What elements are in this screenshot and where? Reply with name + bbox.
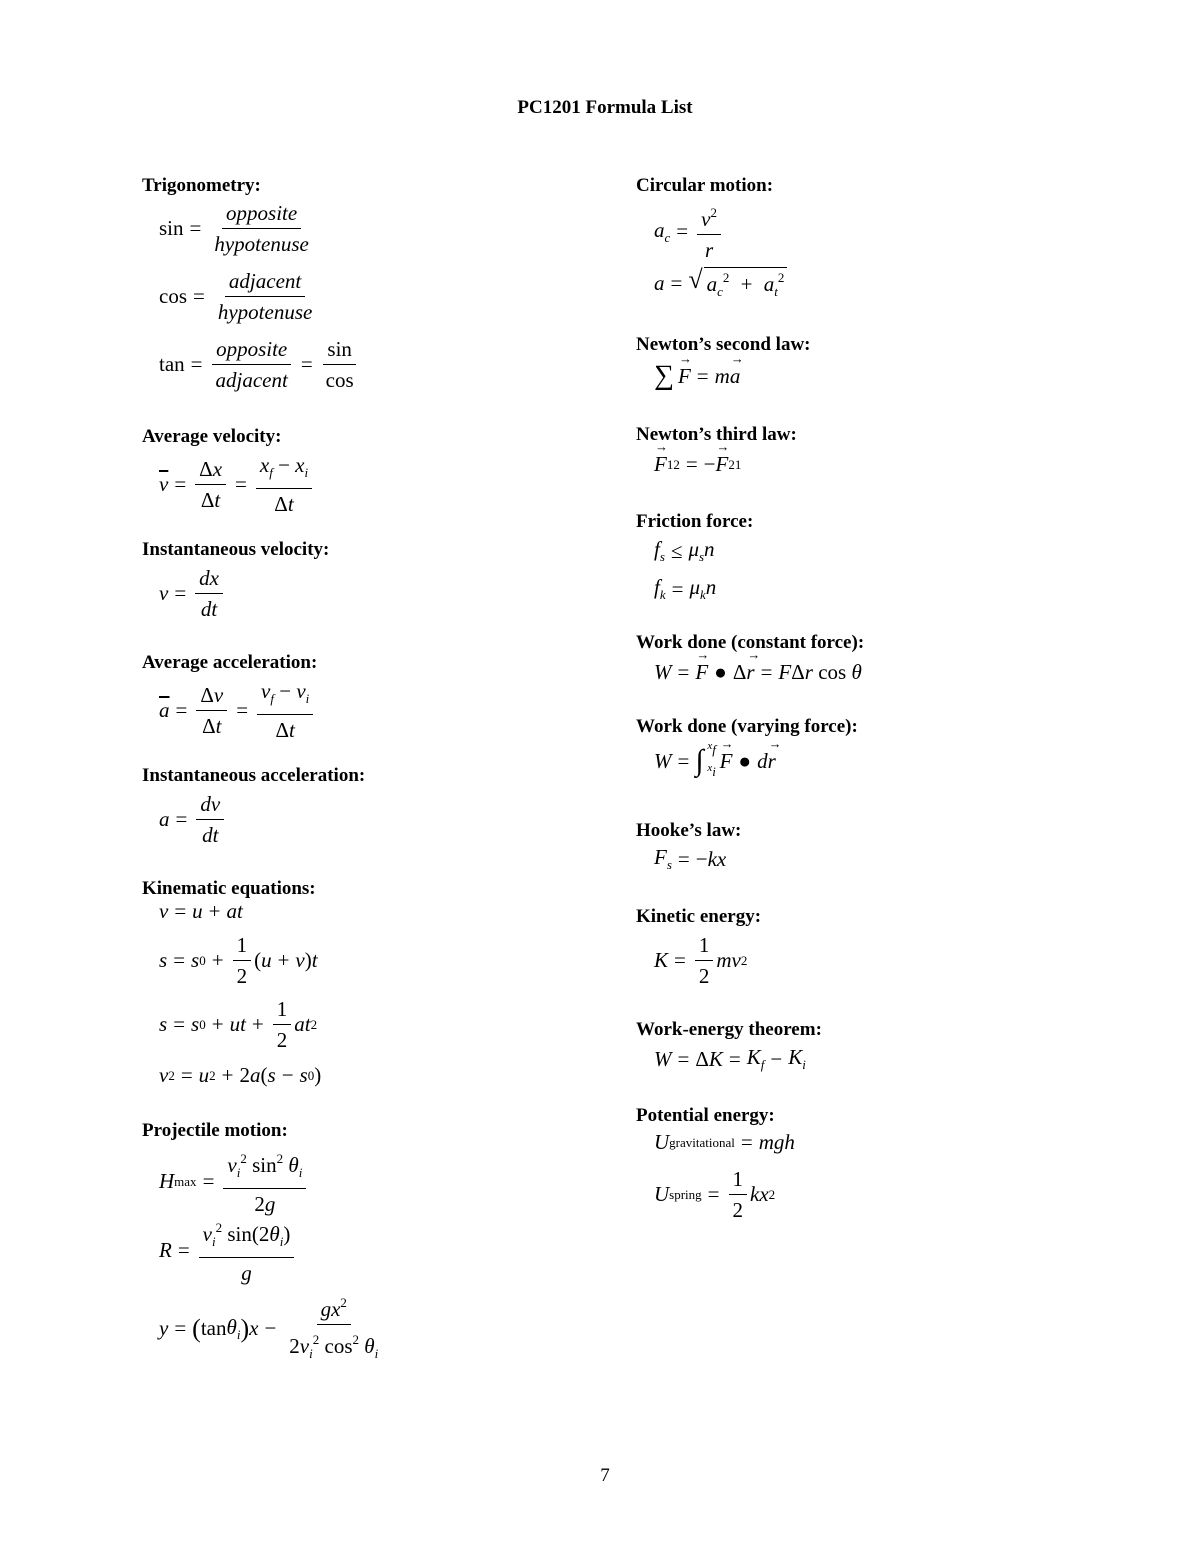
- work-varying-force-heading: Work done (varying force):: [636, 716, 858, 737]
- instantaneous-velocity-formula: v = $\frac{dx}{dt}$: [159, 565, 226, 622]
- max-height-formula: H max = $\frac{v_i^2 \sin^2 \theta_i}{2g}$: [159, 1146, 309, 1217]
- newtons-third-law-heading: Newton’s third law:: [636, 424, 797, 445]
- sin-formula: sin = $\frac{\text{opposite}}{\text{hypotenuse}}$: [159, 201, 309, 256]
- tan-formula: tan = $\frac{\text{opposite}}{\text{adjacent}}$ = $\frac{\sin}{\cos}$: [159, 336, 361, 393]
- average-acceleration-heading: Average acceleration:: [142, 652, 318, 673]
- circular-motion-heading: Circular motion:: [636, 175, 774, 196]
- potential-energy-heading: Potential energy:: [636, 1105, 775, 1126]
- kinematic-eq-1: v = u + at: [159, 899, 243, 923]
- newtons-second-law-formula: ∑ → F = m → a: [654, 360, 740, 392]
- trajectory-formula: y = ( tan $\theta_i$ ) x − $\frac{gx^2}{2v_i^2 \cos^2 \theta_i}$: [159, 1290, 385, 1367]
- kinematic-eq-2: s = s 0 + $\frac{1}{2}$ ( u + v ) t: [159, 933, 318, 988]
- total-acceleration-formula: a = √ $a_c^2 + a_t^2$: [654, 267, 787, 300]
- work-energy-theorem-formula: W = Δ K = $K_f$ − $K_i$: [654, 1045, 806, 1072]
- instantaneous-acceleration-heading: Instantaneous acceleration:: [142, 765, 366, 786]
- kinetic-energy-formula: K = $\frac{1}{2}$ mv 2: [654, 933, 748, 988]
- page-number: 7: [600, 1465, 610, 1486]
- work-energy-theorem-heading: Work-energy theorem:: [636, 1019, 822, 1040]
- kinematic-equations-heading: Kinematic equations:: [142, 878, 316, 899]
- kinematic-eq-3: s = s 0 + ut + $\frac{1}{2}$ at 2: [159, 997, 318, 1052]
- trigonometry-heading: Trigonometry:: [142, 175, 261, 196]
- instantaneous-acceleration-formula: a = $\frac{dv}{dt}$: [159, 791, 227, 848]
- newtons-third-law-formula: → F 12 = − → F 21: [654, 452, 741, 477]
- range-formula: R = $\frac{v_i^2 \sin(2\theta_i)}{g}$: [159, 1215, 297, 1286]
- kinetic-energy-heading: Kinetic energy:: [636, 906, 762, 927]
- centripetal-acceleration-formula: $a_c$ = $\frac{v^2}{r}$: [654, 200, 724, 263]
- hookes-law-heading: Hooke’s law:: [636, 820, 742, 841]
- work-constant-force-formula: W = → F ● Δ → r = F Δ r cos θ: [654, 660, 862, 685]
- kinetic-friction-formula: $f_k$ = $\mu_kn$: [654, 575, 717, 602]
- hookes-law-formula: $F_s$ = − kx: [654, 845, 727, 872]
- work-varying-force-formula: W = ∫ $x_f$ $x_i$ → F ● d → r: [654, 744, 776, 778]
- page-title: PC1201 Formula List: [517, 97, 693, 118]
- static-friction-formula: $f_s$ ≤ $\mu_sn$: [654, 537, 715, 564]
- average-acceleration-formula: $\overline{a}$ = $\frac{\Delta v}{\Delta t}$ = $\frac{v_f - v_i}{\Delta t}$: [159, 678, 316, 743]
- average-velocity-formula: $\overline{v}$ = $\frac{\Delta x}{\Delta t}$ = $\frac{x_f - x_i}{\Delta t}$: [159, 452, 315, 517]
- work-constant-force-heading: Work done (constant force):: [636, 632, 865, 653]
- gravitational-potential-formula: U gravitational = mgh: [654, 1130, 795, 1154]
- newtons-second-law-heading: Newton’s second law:: [636, 334, 811, 355]
- average-velocity-heading: Average velocity:: [142, 426, 282, 447]
- projectile-motion-heading: Projectile motion:: [142, 1120, 288, 1141]
- kinematic-eq-4: v 2 = u 2 + 2 a ( s − s 0 ): [159, 1063, 322, 1087]
- cos-formula: cos = $\frac{\text{adjacent}}{\text{hypotenuse}}$: [159, 269, 313, 324]
- friction-force-heading: Friction force:: [636, 511, 754, 532]
- instantaneous-velocity-heading: Instantaneous velocity:: [142, 539, 330, 560]
- spring-potential-formula: U spring = $\frac{1}{2}$ kx 2: [654, 1167, 776, 1222]
